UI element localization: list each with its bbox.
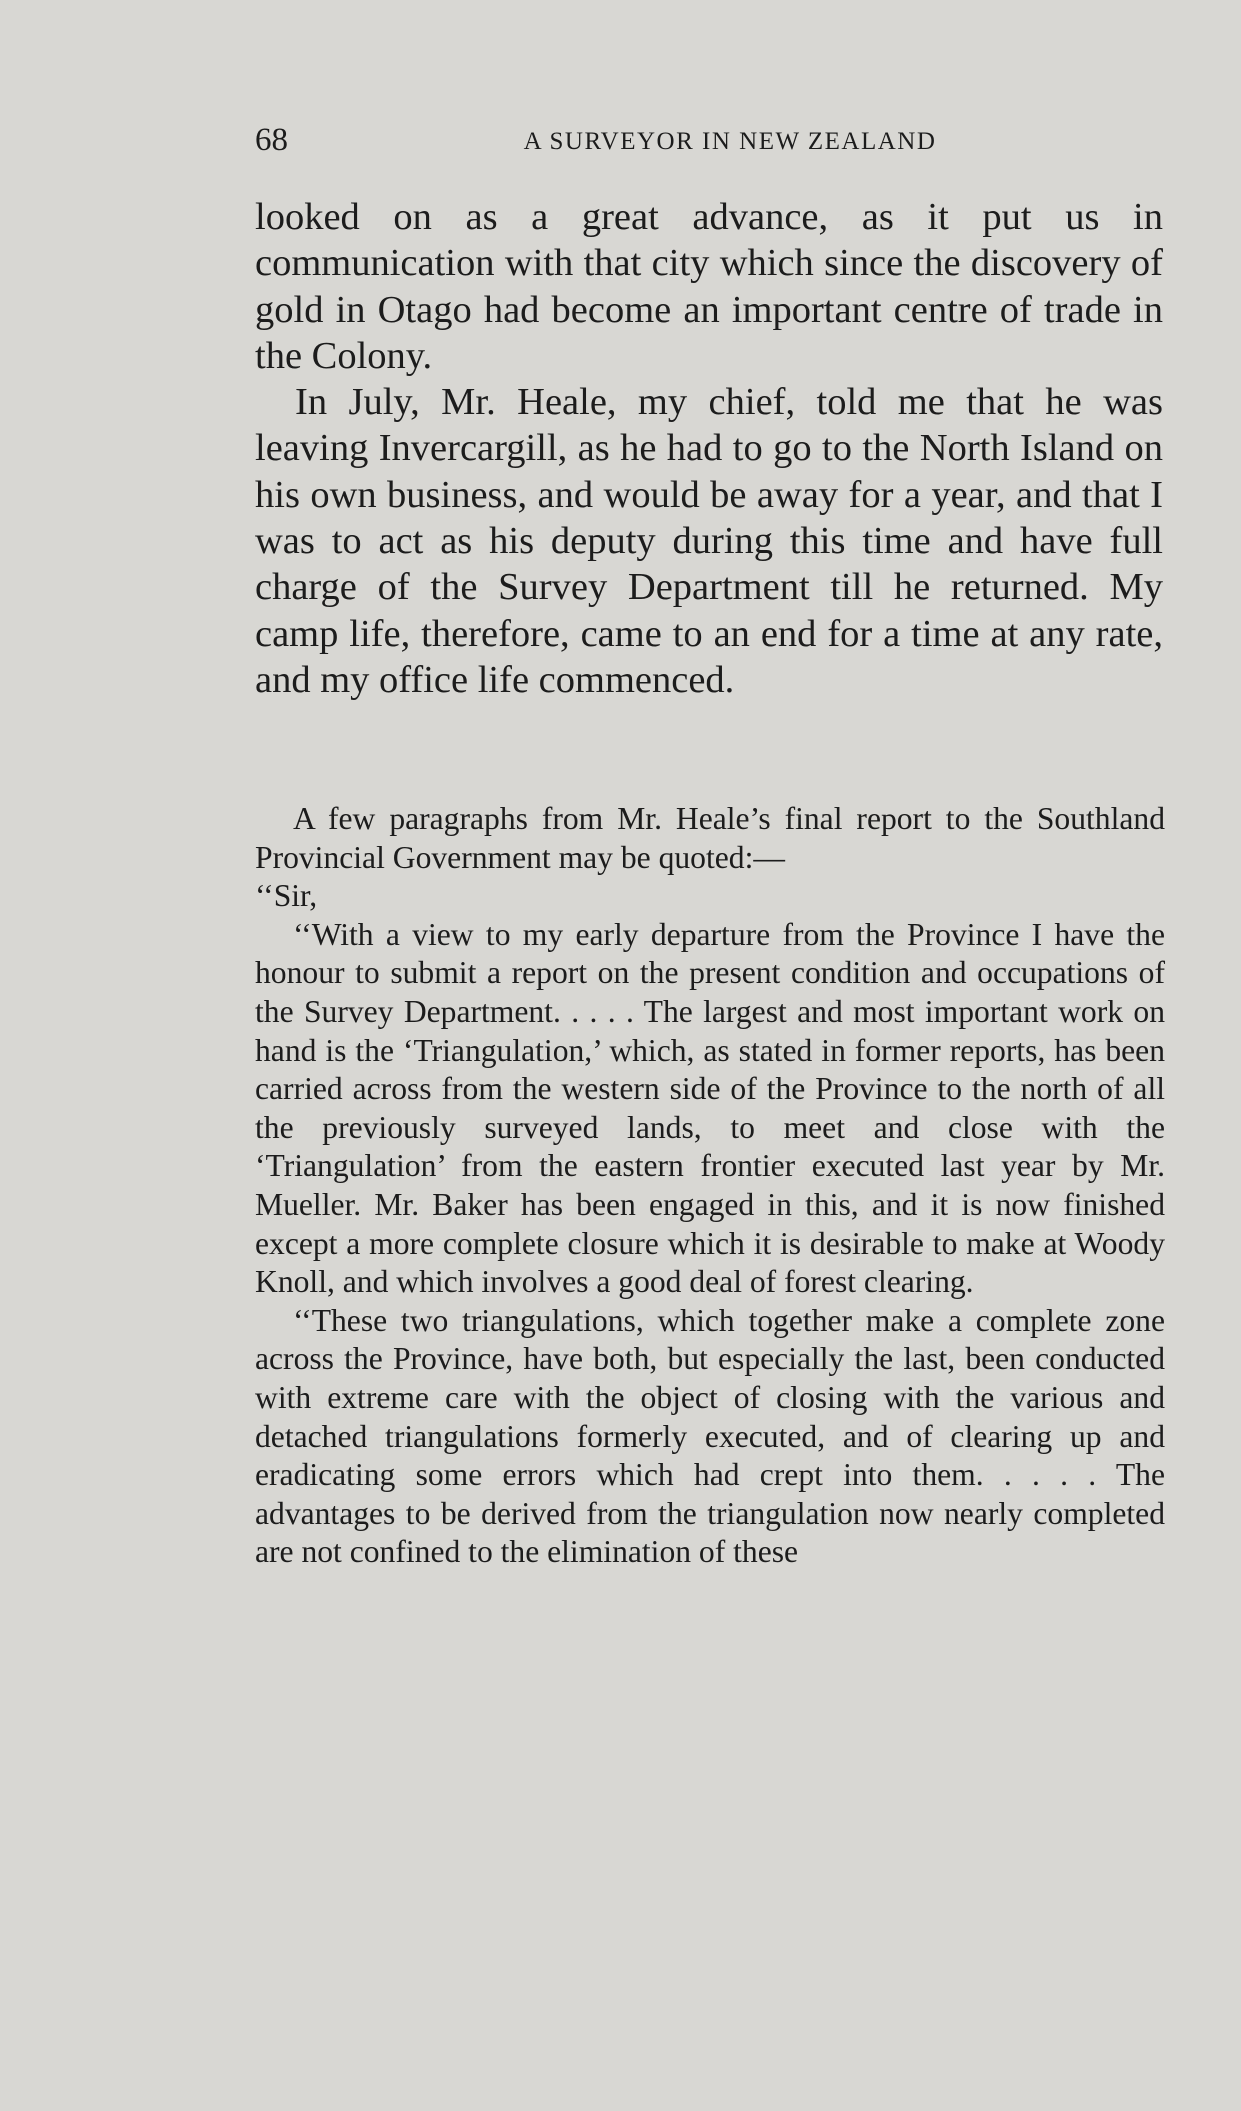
main-text [255, 194, 1163, 703]
page-number: 68 [255, 122, 288, 158]
paragraph: In July, Mr. Heale, my chief, told me that he was leaving Invercargill, as he had to go to the North Island on his own business, and would be away for a year, and that I was to act as his deputy during this time and have full charge of the Survey Department till he returned. My camp life, therefore, came to an end for a time at any rate, and my office life commenced. [255, 381, 1163, 701]
running-title: A SURVEYOR IN NEW ZEALAND [523, 128, 937, 155]
running-head [255, 118, 1165, 162]
extract-paragraph: ‘‘With a view to my early departure from the Province I have the honour to submit a report on the present condition and occupations of the Survey Department. . . . . The largest and most important work on hand is the ‘Triangulation,’ which, as stated in former reports, has been carried across from the western side of the Province to the north of all the previously surveyed lands, to meet and close with the ‘Triangulation’ from the eastern frontier executed last year by Mr. Mueller. Mr. Baker has been engaged in this, and it is now finished except a more complete closure which it is desirable to make at Woody Knoll, and which involves a good deal of forest clearing. [255, 916, 1165, 1300]
extract-intro: A few paragraphs from Mr. Heale’s final report to the Southland Provincial Government may be quoted:— [255, 801, 1165, 875]
extract-paragraph: ‘‘These two triangulations, which together make a complete zone across the Province, have both, but especially the last, been conducted with extreme care with the object of closing with the various and detached triangulations formerly executed, and of clearing up and eradicating some errors which had crept into them. . . . . The advantages to be derived from the triangulation now nearly completed are not confined to the elimination of these [255, 1302, 1165, 1570]
extract-salutation: ‘‘Sir, [255, 878, 318, 914]
report-extract [255, 800, 1165, 1572]
paragraph: looked on as a great advance, as it put us in communication with that city which since the discovery of gold in Otago had become an important centre of trade in the Colony. [255, 196, 1163, 377]
